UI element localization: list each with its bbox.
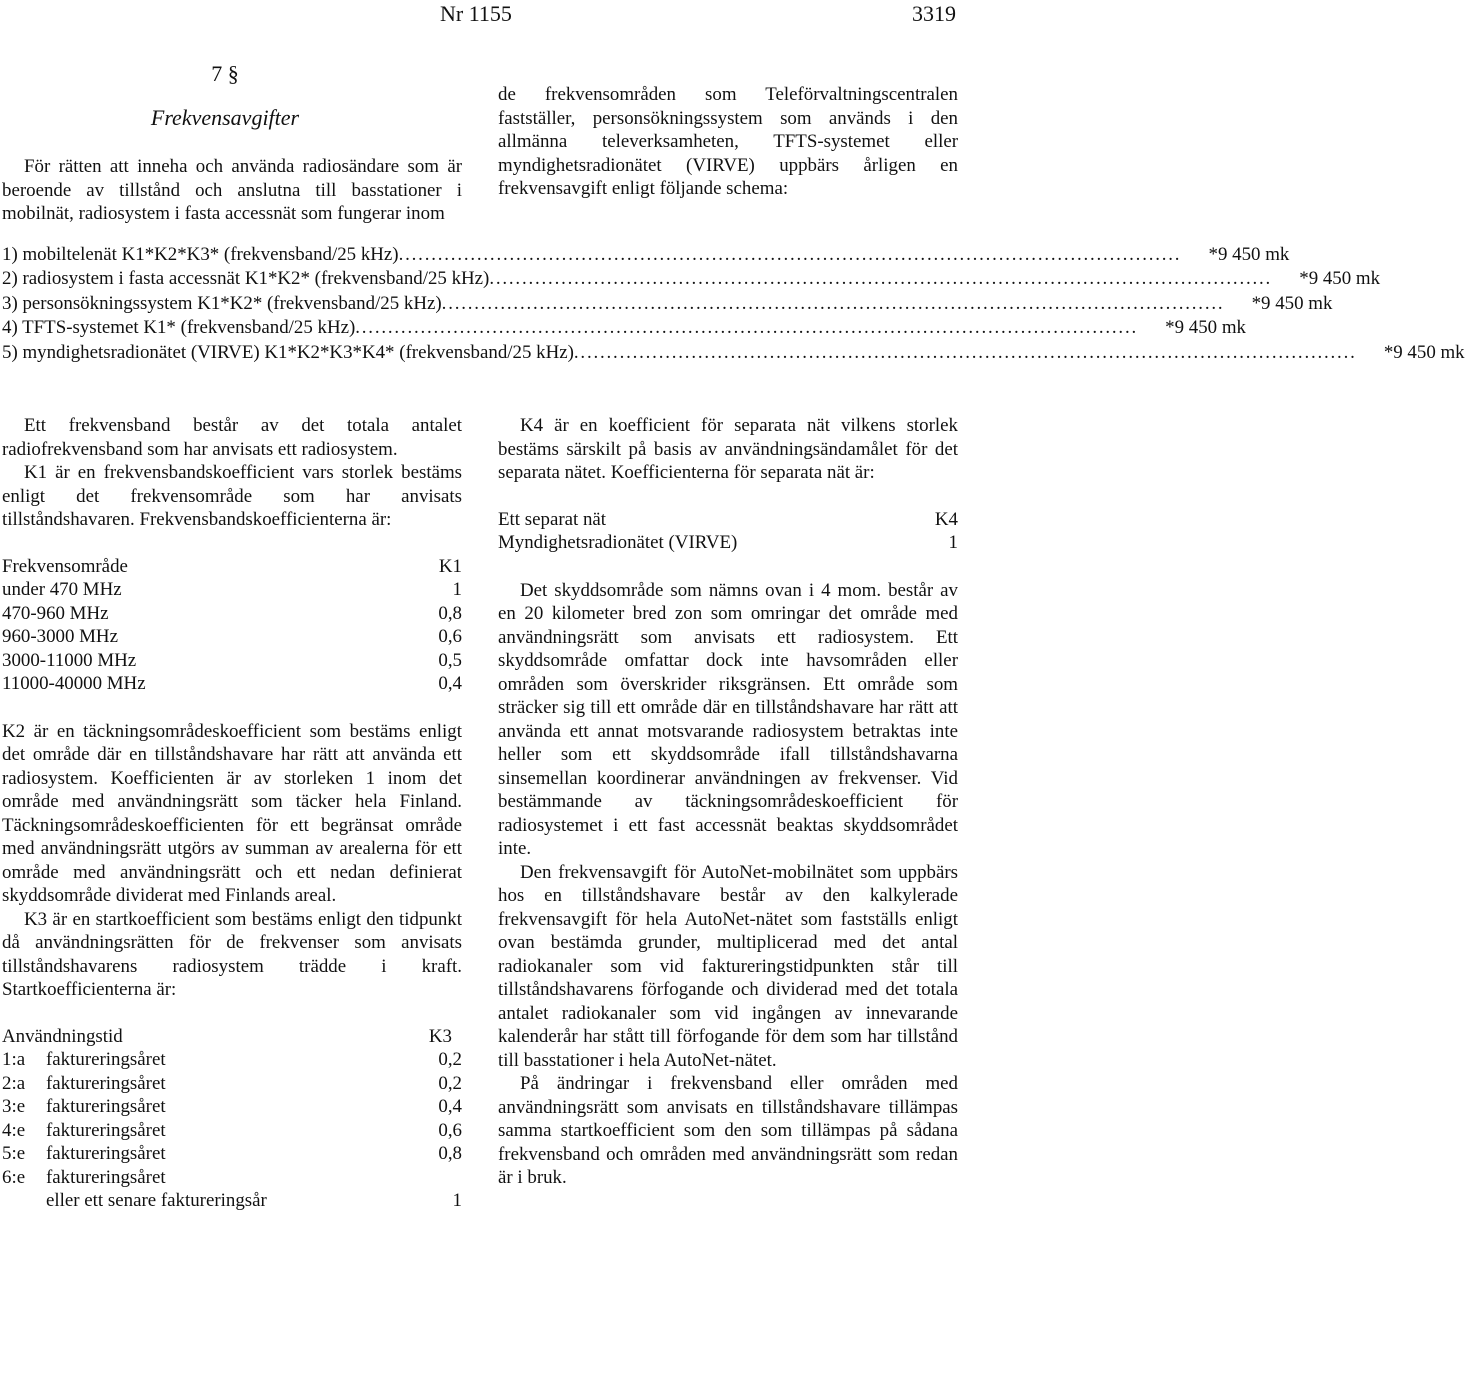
table-cell: 0,4	[438, 673, 462, 694]
table-cell: 1	[948, 532, 958, 553]
table-cell: 4:e	[2, 1119, 26, 1141]
intro-left-text: För rätten att inneha och använda radiosändare som är beroende av tillstånd och anslutna till basstationer i mobilnät, radiosystem i fasta accessnät som fungerar inom	[2, 156, 462, 224]
table-cell	[2, 1189, 46, 1213]
right-column	[498, 414, 958, 1190]
table-cell: 0,2	[438, 1049, 462, 1070]
table-row	[2, 1095, 462, 1119]
paragraph: Det skyddsområde som nämns ovan i 4 mom. består av en 20 kilometer bred zon som omringar det område med användningsrätt som anvisats ett radiosystem. Ett skyddsområde omfattar dock inte havsområden eller områden som överskrider riksgränsen. Ett område som sträcker sig till ett område där en tillståndshavare har rätt att använda ett annat motsvarande radiosystem betraktas inte heller som ett skyddsområde ifall tillståndshavarna sinsemellan koordinerar användningen av frekvenser. Vid bestämmande av täckningsområdeskoefficient för radiosystemet i ett fast accessnät beaktas skyddsområdet inte.	[498, 579, 958, 859]
table-cell: under 470 MHz	[2, 579, 122, 600]
schedule-item: 4) TFTS-systemet K1* (frekvensband/25 kHz)	[2, 317, 356, 339]
paragraph: På ändringar i frekvensband eller områden med användningsrätt som anvisats en tillståndshavare tillämpas samma startkoefficient som den som tillämpas på sådana frekvensband och områden med användningsrätt som redan är i bruk.	[498, 1073, 958, 1188]
table-cell: faktureringsåret	[46, 1072, 166, 1094]
column-header: K3	[428, 1025, 452, 1047]
intro-right-column	[498, 83, 958, 201]
table-row	[2, 1166, 462, 1190]
intro-left-column	[2, 155, 462, 226]
table-cell: faktureringsåret	[46, 1119, 166, 1141]
schedule-item: 1) mobiltelenät K1*K2*K3* (frekvensband/25 kHz)	[2, 244, 399, 265]
schedule-fee: *9 450 mk	[1165, 317, 1246, 339]
table-cell: 0,6	[438, 1119, 462, 1141]
column-header: Frekvensområde	[2, 555, 128, 577]
table-row	[2, 1072, 462, 1096]
schedule-fee: *9 450 mk	[1383, 341, 1465, 363]
page-number: 3319	[912, 1, 956, 26]
table-row	[2, 649, 462, 673]
schedule-item: 5) myndighetsradionätet (VIRVE) K1*K2*K3*K4* (frekvensband/25 kHz)	[2, 341, 574, 363]
section-number: 7 §	[211, 61, 239, 86]
intro-right-text: de frekvensområden som Teleförvaltningscentralen fastställer, personsökningssystem som används i den allmänna televerksamheten, TFTS-systemet eller myndighetsradionätet (VIRVE) uppbärs årligen en frekvensavgift enligt följande schema:	[498, 84, 958, 199]
table-cell: 0,2	[438, 1072, 462, 1094]
paragraph: K1 är en frekvensbandskoefficient vars storlek bestäms enligt det frekvensområde som har anvisats tillståndshavaren. Frekvensbandskoefficienterna är:	[2, 462, 462, 530]
table-header	[2, 555, 462, 579]
schedule-row	[2, 316, 1246, 340]
table-row	[2, 1119, 462, 1143]
leader-dots: ........................................................................................................................	[573, 341, 1357, 363]
schedule-row	[2, 267, 1381, 291]
table-cell: faktureringsåret	[46, 1166, 166, 1188]
paragraph: K2 är en täckningsområdeskoefficient som bestäms enligt det område där en tillståndshavare har rätt att använda ett radiosystem. Koefficienten är av storleken 1 inom det område med användningsrätt som täcker hela Finland. Täckningsområdeskoefficienten för ett begränsat område med användningsrätt utgörs av summan av arealerna för ett område med användningsrätt och ett nedan definierat skyddsområde dividerat med Finlands areal.	[2, 720, 462, 906]
k1-table	[2, 555, 462, 696]
left-column	[2, 414, 462, 1213]
page-header-number: Nr 1155	[440, 1, 512, 26]
table-row	[2, 1189, 462, 1213]
table-cell: 2:a	[2, 1072, 26, 1094]
schedule-fee: *9 450 mk	[1251, 292, 1333, 314]
table-row	[2, 578, 462, 602]
column-header: K4	[934, 508, 958, 530]
table-cell	[382, 1166, 462, 1190]
k3-table	[2, 1025, 462, 1213]
table-row	[2, 1142, 462, 1166]
paragraph: K3 är en startkoefficient som bestäms enligt den tidpunkt då användningsrätten för de frekvenser som anvisats tillståndshavarens radiosystem trädde i kraft. Startkoefficienterna är:	[2, 908, 462, 1000]
column-header: Användningstid	[2, 1025, 123, 1047]
table-row	[2, 625, 462, 649]
table-cell: 0,5	[438, 649, 462, 671]
table-cell: 1	[452, 1190, 462, 1211]
table-cell: 11000-40000 MHz	[2, 673, 146, 694]
paragraph: K4 är en koefficient för separata nät vilkens storlek bestäms särskilt på basis av användningsändamålet för det separata nätet. Koefficienterna för separata nät är:	[498, 415, 958, 483]
schedule-row	[2, 341, 1465, 365]
table-cell: 0,4	[438, 1096, 462, 1117]
table-cell: faktureringsåret	[46, 1049, 166, 1070]
table-cell: eller ett senare faktureringsår	[46, 1190, 267, 1211]
table-row	[498, 531, 958, 555]
leader-dots: ........................................................................................................................	[489, 268, 1273, 290]
table-cell: 470-960 MHz	[2, 602, 109, 624]
table-cell: faktureringsåret	[46, 1143, 166, 1164]
schedule-fee: *9 450 mk	[1208, 244, 1290, 265]
table-cell: 3000-11000 MHz	[2, 649, 137, 671]
table-cell: faktureringsåret	[46, 1096, 166, 1117]
table-cell: 0,8	[438, 1143, 462, 1164]
table-cell: 5:e	[2, 1143, 26, 1164]
schedule-fee: *9 450 mk	[1299, 268, 1381, 290]
column-header: Ett separat nät	[498, 508, 607, 530]
table-cell: 1:a	[2, 1049, 26, 1070]
schedule-row	[2, 243, 1290, 267]
paragraph: Den frekvensavgift för AutoNet-mobilnätet som uppbärs hos en tillståndshavare består av den kalkylerade frekvensavgift för hela AutoNet-nätet som fastställs enligt ovan bestämda grunder, multiplicerad med det antal radiokanaler som vid faktureringstidpunkten står till tillståndshavarens förfogande och dividerad med det totala antalet radiokanaler som vid ingången av innevarande kalenderår har stått till förfogande för dem som har tillstånd till basstationer i hela AutoNet-nätet.	[498, 861, 958, 1071]
table-cell: 960-3000 MHz	[2, 626, 118, 647]
table-cell: 0,6	[438, 626, 462, 647]
table-cell: 0,8	[438, 602, 462, 624]
table-cell: Myndighetsradionätet (VIRVE)	[498, 532, 738, 553]
k4-table	[498, 508, 958, 555]
table-row	[2, 602, 462, 626]
table-cell: 1	[452, 579, 462, 600]
paragraph: Ett frekvensband består av det totala antalet radiofrekvensband som har anvisats ett radiosystem.	[2, 415, 462, 460]
schedule-row	[2, 292, 1333, 316]
schedule-item: 3) personsökningssystem K1*K2* (frekvensband/25 kHz)	[2, 292, 442, 314]
fee-schedule	[2, 243, 1465, 365]
table-row	[2, 672, 462, 696]
leader-dots: ........................................................................................................................	[355, 317, 1138, 339]
column-header: K1	[438, 555, 462, 577]
leader-dots: ........................................................................................................................	[398, 244, 1182, 265]
table-cell: 6:e	[2, 1166, 26, 1188]
schedule-item: 2) radiosystem i fasta accessnät K1*K2* (frekvensband/25 kHz)	[2, 268, 490, 290]
table-header	[498, 508, 958, 532]
section-title: Frekvensavgifter	[150, 105, 300, 130]
table-row	[2, 1048, 462, 1072]
table-header	[2, 1025, 462, 1049]
leader-dots: ........................................................................................................................	[441, 292, 1225, 314]
table-cell: 3:e	[2, 1096, 26, 1117]
